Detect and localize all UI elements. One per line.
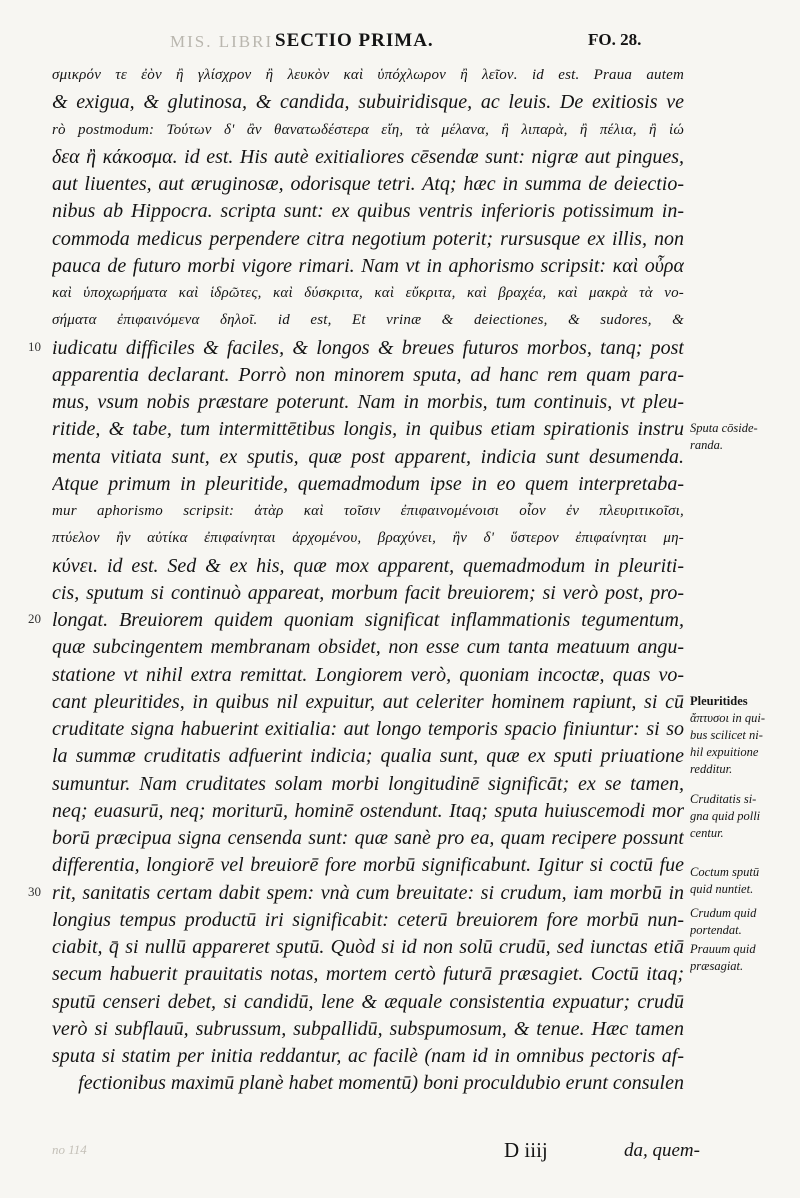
margin-note-line: Sputa cōside- xyxy=(690,421,758,436)
margin-note-line: portendat. xyxy=(690,923,742,938)
main-text-block xyxy=(52,62,684,1098)
margin-note-line: hil expuitione xyxy=(690,744,759,759)
text-line: neq; euasurū, neq; moriturū, hominē ostendunt. Itaq; sputa huiuscemodi mor xyxy=(52,799,684,822)
text-line: rò postmodum: Τούτων δ' ἂν θανατωδέστερα εἴη, τὰ μέλανα, ἢ λιπαρὰ, ἢ πέλια, ἢ ἰώ xyxy=(52,121,684,138)
margin-note-line: quid nuntiet. xyxy=(690,882,754,897)
text-line: Atque primum in pleuritide, quemadmodum ipse in eo quem interpretaba- xyxy=(52,472,684,495)
text-line: cis, sputum si continuò appareat, morbum facit breuiorem; si verò post, pro- xyxy=(52,581,684,604)
bleed-through-text: MIS. LIBRI xyxy=(170,32,274,51)
catchword: da, quem- xyxy=(624,1140,700,1161)
library-stamp: no 114 xyxy=(52,1142,87,1157)
text-line: sputa si statim per initia reddantur, ac facilè (nam id in omnibus pectoris af- xyxy=(52,1045,684,1067)
text-line: longat. Breuiorem quidem quoniam significat inflammationis tegumentum, xyxy=(52,609,684,631)
text-line: κύνει. id est. Sed & ex his, quæ mox apparent, quemadmodum in pleuriti- xyxy=(52,554,684,577)
text-line: sumuntur. Nam cruditates solam morbi longitudinē significāt; ex se tamen, xyxy=(52,772,684,795)
text-line: sputū censeri debet, si candidū, lene & æquale consistentia expuatur; crudū xyxy=(52,990,684,1013)
text-line: καὶ ὑποχωρήματα καὶ ἱδρῶτες, καὶ δύσκριτα, καὶ εὔκριτα, καὶ βραχέα, καὶ μακρὰ τὰ νο- xyxy=(52,285,684,301)
margin-note xyxy=(690,420,796,454)
text-line: fectionibus maximū planè habet momentū) boni proculdubio erunt consulen xyxy=(78,1072,684,1095)
text-line: menta vitiata sunt, ex sputis, quæ post apparent, indicia sunt desumenda. xyxy=(52,445,684,468)
text-line: σμικρόν τε ἐὸν ἢ γλίσχρον ἢ λευκὸν καὶ ὑπόχλωρον ἢ λεῖον. id est. Praua autem xyxy=(52,67,684,83)
text-line: ritide, & tabe, tum intermittētibus longis, in quibus etiam spirationis instru xyxy=(52,418,684,441)
text-line: σήματα ἐπιφαινόμενα δηλοῖ. id est, Et vrinæ & deiectiones, & sudores, & xyxy=(52,312,684,329)
line-number: 30 xyxy=(28,883,41,899)
text-line: cruditate signa habuerint exitialia: aut longo temporis spacio finiuntur: si so xyxy=(52,718,684,740)
margin-note xyxy=(690,864,796,898)
text-line: differentia, longiorē vel breuiorē fore morbū significabunt. Igitur si coctū fue xyxy=(52,854,684,877)
text-line: cant pleuritides, in quibus nil expuitur, aut celeriter hominem rapiunt, si cū xyxy=(52,690,684,713)
text-line: quæ subcingentem membranam obsidet, non esse cum tanta meatuum angu- xyxy=(52,636,684,659)
folio-number: FO. 28. xyxy=(588,30,642,49)
text-line: statione vt nihil extra remittat. Longiorem verò, quoniam incoctæ, quas vo- xyxy=(52,663,684,686)
text-line: mur aphorismo scripsit: ἀτὰρ καὶ τοῖσιν ἐπιφαινομένοισι οἷον ἐν πλευριτικοῖσι, xyxy=(52,503,684,519)
margin-note-line: centur. xyxy=(690,825,724,840)
text-line: nibus ab Hippocra. scripta sunt: ex quibus ventris inferioris potissimum in- xyxy=(52,200,684,223)
signature-mark: D iiij xyxy=(504,1138,548,1162)
margin-note-line: Cruditatis si- xyxy=(690,791,757,806)
text-line: aut liuentes, aut æruginosæ, odorisque tetri. Atq; hæc in summa de deiectio- xyxy=(52,173,684,195)
text-line: la summæ cruditatis adfuerint indicia; qualia sunt, quæ ex sputi priuatione xyxy=(52,745,684,768)
text-line: rit, sanitatis certam dabit spem: vnà cum breuitate: si crudum, iam morbū in xyxy=(52,881,684,904)
text-line: mus, vsum nobis præstare poterunt. Nam in morbis, tum continuis, vt pleu- xyxy=(52,391,684,413)
text-line: πτύελον ἢν αὐτίκα ἐπιφαίνηται ἀρχομένου, βραχύνει, ἢν δ' ὕστερον ἐπιφαίνηται μη- xyxy=(52,530,684,547)
margin-note-line: præsagiat. xyxy=(690,958,744,973)
margin-note-line: Prauum quid xyxy=(690,941,756,956)
margin-note-line: Coctum sputū xyxy=(690,865,760,880)
margin-note-line: Crudum quid xyxy=(690,906,757,921)
margin-note xyxy=(690,693,796,778)
text-line: ciabit, q̄ si nullū appareret sputū. Quòd si id non solū crudū, sed iunctas etiā xyxy=(52,936,684,958)
line-number: 20 xyxy=(28,611,41,626)
margin-note-line: ἄπτυσοι in qui- xyxy=(690,710,766,725)
text-line: longius tempus productū iri significabit: ceterū breuiorem fore morbū nun- xyxy=(52,908,684,931)
margin-note-line: randa. xyxy=(690,438,723,453)
text-line: borū præcipua signa censenda sunt: quæ sanè pro ea, quam recipere possunt xyxy=(52,827,684,849)
text-line: apparentia declarant. Porrò non minorem sputa, ad hanc rem quam para- xyxy=(52,363,684,386)
text-line: & exigua, & glutinosa, & candida, subuiridisque, ac leuis. De exitiosis ve xyxy=(52,91,684,114)
text-line: pauca de futuro morbi vigore rimari. Nam vt in aphorismo scripsit: καὶ οὖρα xyxy=(52,254,684,277)
running-title: SECTIO PRIMA. xyxy=(275,30,434,51)
text-line: δεα ἢ κάκοσμα. id est. His autè exitialiores cēsendæ sunt: nigræ aut pingues, xyxy=(52,145,684,168)
margin-note xyxy=(690,941,796,975)
line-number: 10 xyxy=(28,338,41,354)
text-line: verò si subflauū, subrussum, subpallidū, subspumosum, & tenue. Hæc tamen xyxy=(52,1017,684,1040)
margin-note-line: redditur. xyxy=(690,761,733,776)
text-line: secum habuerit prauitatis notas, mortem certò futurā præsagiet. Coctū itaq; xyxy=(52,963,684,986)
text-line: commoda medicus perpendere citra negotium poterit; rursusque ex illis, non xyxy=(52,227,684,250)
margin-note xyxy=(690,791,796,842)
text-line: iudicatu difficiles & faciles, & longos & breues futuros morbos, tanq; post xyxy=(52,336,684,359)
margin-note xyxy=(690,905,796,939)
margin-note-line: Pleuritides xyxy=(690,693,748,708)
margin-note-line: gna quid polli xyxy=(690,808,761,823)
margin-note-line: bus scilicet ni- xyxy=(690,727,763,742)
